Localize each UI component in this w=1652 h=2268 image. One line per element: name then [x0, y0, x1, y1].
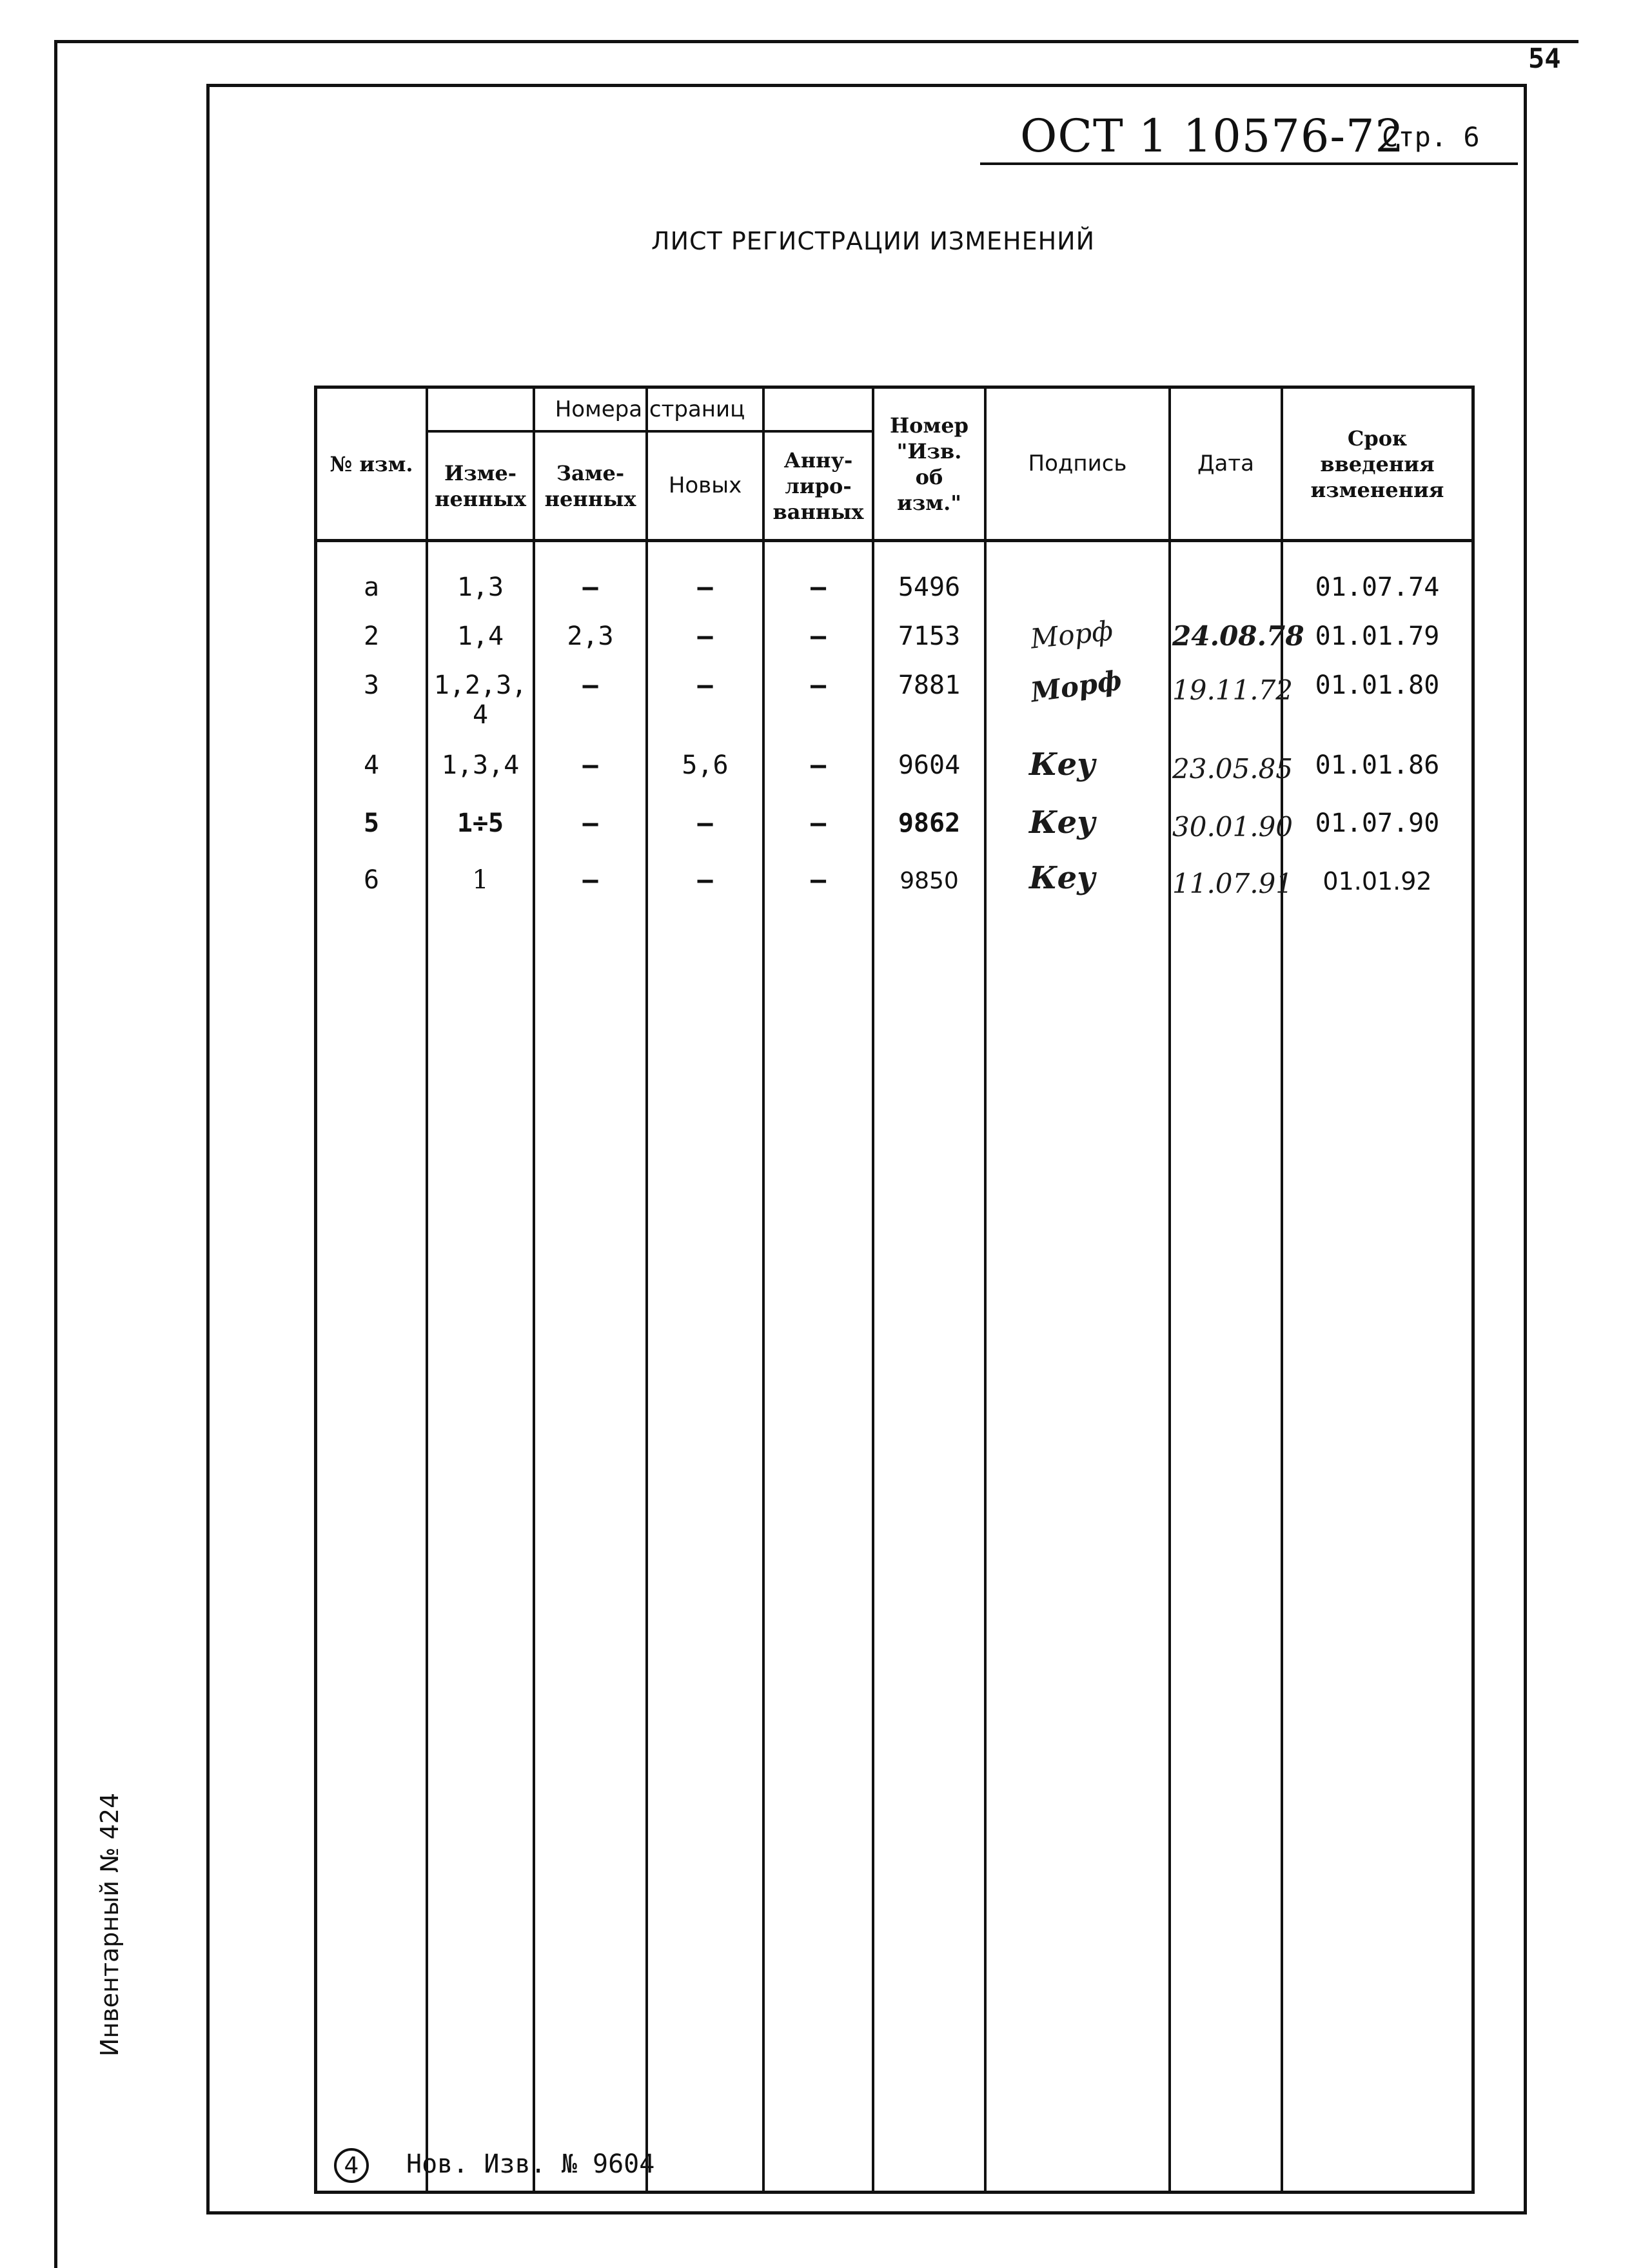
cell-effective: 01.07.74 — [1315, 572, 1440, 602]
cell-annulled: – — [810, 808, 827, 838]
cell-annulled: – — [810, 670, 827, 700]
signature-handwritten: Кеу — [1029, 805, 1096, 841]
header-bottom-rule — [314, 539, 1475, 542]
cell-notice: 7153 — [898, 621, 961, 651]
header-replaced: Заме- ненных — [544, 460, 636, 511]
cell-changed: 1,3 — [457, 572, 504, 602]
standard-underline — [980, 162, 1518, 165]
document-title: ЛИСТ РЕГИСТРАЦИИ ИЗМЕНЕНИЙ — [651, 227, 1096, 255]
inventory-number: Инвентарный № 424 — [95, 1792, 124, 2057]
cell-replaced: – — [582, 572, 598, 602]
signature-handwritten: Морф — [1028, 664, 1124, 709]
signature-handwritten: Морф — [1028, 614, 1115, 655]
change-number-circle: 4 — [334, 2148, 369, 2183]
cell-date: 24.08.78 — [1172, 620, 1304, 652]
cell-new: – — [697, 572, 713, 602]
cell-date: 23.05.85 — [1172, 753, 1293, 785]
cell-annulled: – — [810, 750, 827, 780]
header-date: Дата — [1197, 451, 1255, 477]
header-changed: Изме- ненных — [435, 460, 526, 511]
cell-changed: 1,4 — [457, 621, 504, 651]
cell-change-no: 5 — [363, 808, 380, 838]
cell-change-no: 4 — [363, 750, 380, 780]
cell-new: – — [697, 808, 713, 838]
column-divider — [984, 386, 987, 2194]
cell-notice: 7881 — [898, 670, 961, 700]
cell-new: – — [697, 865, 713, 895]
column-divider — [426, 386, 428, 2194]
sheet-edge-left — [54, 40, 57, 2268]
cell-change-no: 6 — [363, 865, 380, 895]
header-annulled: Анну- лиро- ванных — [772, 447, 864, 524]
cell-effective: 01.01.80 — [1315, 670, 1440, 700]
cell-changed: 1,2,3, 4 — [433, 670, 527, 730]
column-divider — [533, 386, 535, 2194]
cell-replaced: – — [582, 865, 598, 895]
cell-changed: 1÷5 — [457, 808, 504, 838]
header-change-no: № изм. — [329, 451, 413, 476]
cell-change-no: 3 — [363, 670, 380, 700]
cell-annulled: – — [810, 621, 827, 651]
cell-effective: 01.07.90 — [1315, 808, 1440, 838]
signature-handwritten: Кеу — [1029, 860, 1096, 896]
page-reference: Стр. 6 — [1382, 121, 1480, 153]
cell-date: 19.11.72 — [1172, 674, 1293, 706]
column-divider — [645, 386, 648, 2194]
column-divider — [1281, 386, 1283, 2194]
changes-table — [314, 386, 1475, 2194]
cell-new: – — [697, 670, 713, 700]
footer-notice: Нов. Изв. № 9604 — [406, 2149, 655, 2179]
cell-changed: 1,3,4 — [441, 750, 520, 780]
cell-notice: 9862 — [898, 808, 961, 838]
column-divider — [872, 386, 874, 2194]
standard-code: ОСТ 1 10576-72 — [1020, 110, 1405, 162]
cell-annulled: – — [810, 865, 827, 895]
sheet-number: 54 — [1528, 43, 1561, 74]
header-page-numbers: Номера страниц — [555, 396, 745, 422]
cell-replaced: – — [582, 808, 598, 838]
column-divider — [1168, 386, 1171, 2194]
cell-new: – — [697, 621, 713, 651]
cell-change-no: а — [363, 572, 380, 602]
cell-changed: 1 — [472, 865, 489, 895]
cell-date: 30.01.90 — [1172, 811, 1293, 843]
cell-replaced: – — [582, 750, 598, 780]
signature-handwritten: Кеу — [1029, 747, 1096, 783]
header-effective-date: Срок введения изменения — [1310, 425, 1444, 502]
header-signature: Подпись — [1028, 451, 1127, 477]
cell-replaced: – — [582, 670, 598, 700]
cell-replaced: 2,3 — [567, 621, 614, 651]
column-divider — [762, 386, 765, 2194]
cell-change-no: 2 — [363, 621, 380, 651]
cell-effective: 01.01.86 — [1315, 750, 1440, 780]
cell-notice: 5496 — [898, 572, 961, 602]
cell-date: 11.07.91 — [1172, 868, 1293, 899]
cell-effective: 01.01.79 — [1315, 621, 1440, 651]
sheet-edge-top — [54, 40, 1578, 43]
cell-effective: 01.01.92 — [1323, 867, 1432, 895]
cell-notice: 9604 — [898, 750, 961, 780]
cell-notice: 9850 — [900, 868, 959, 894]
cell-annulled: – — [810, 572, 827, 602]
header-new: Новых — [668, 473, 742, 499]
cell-new: 5,6 — [682, 750, 729, 780]
header-notice-number: Номер "Изв. об изм." — [889, 413, 969, 515]
